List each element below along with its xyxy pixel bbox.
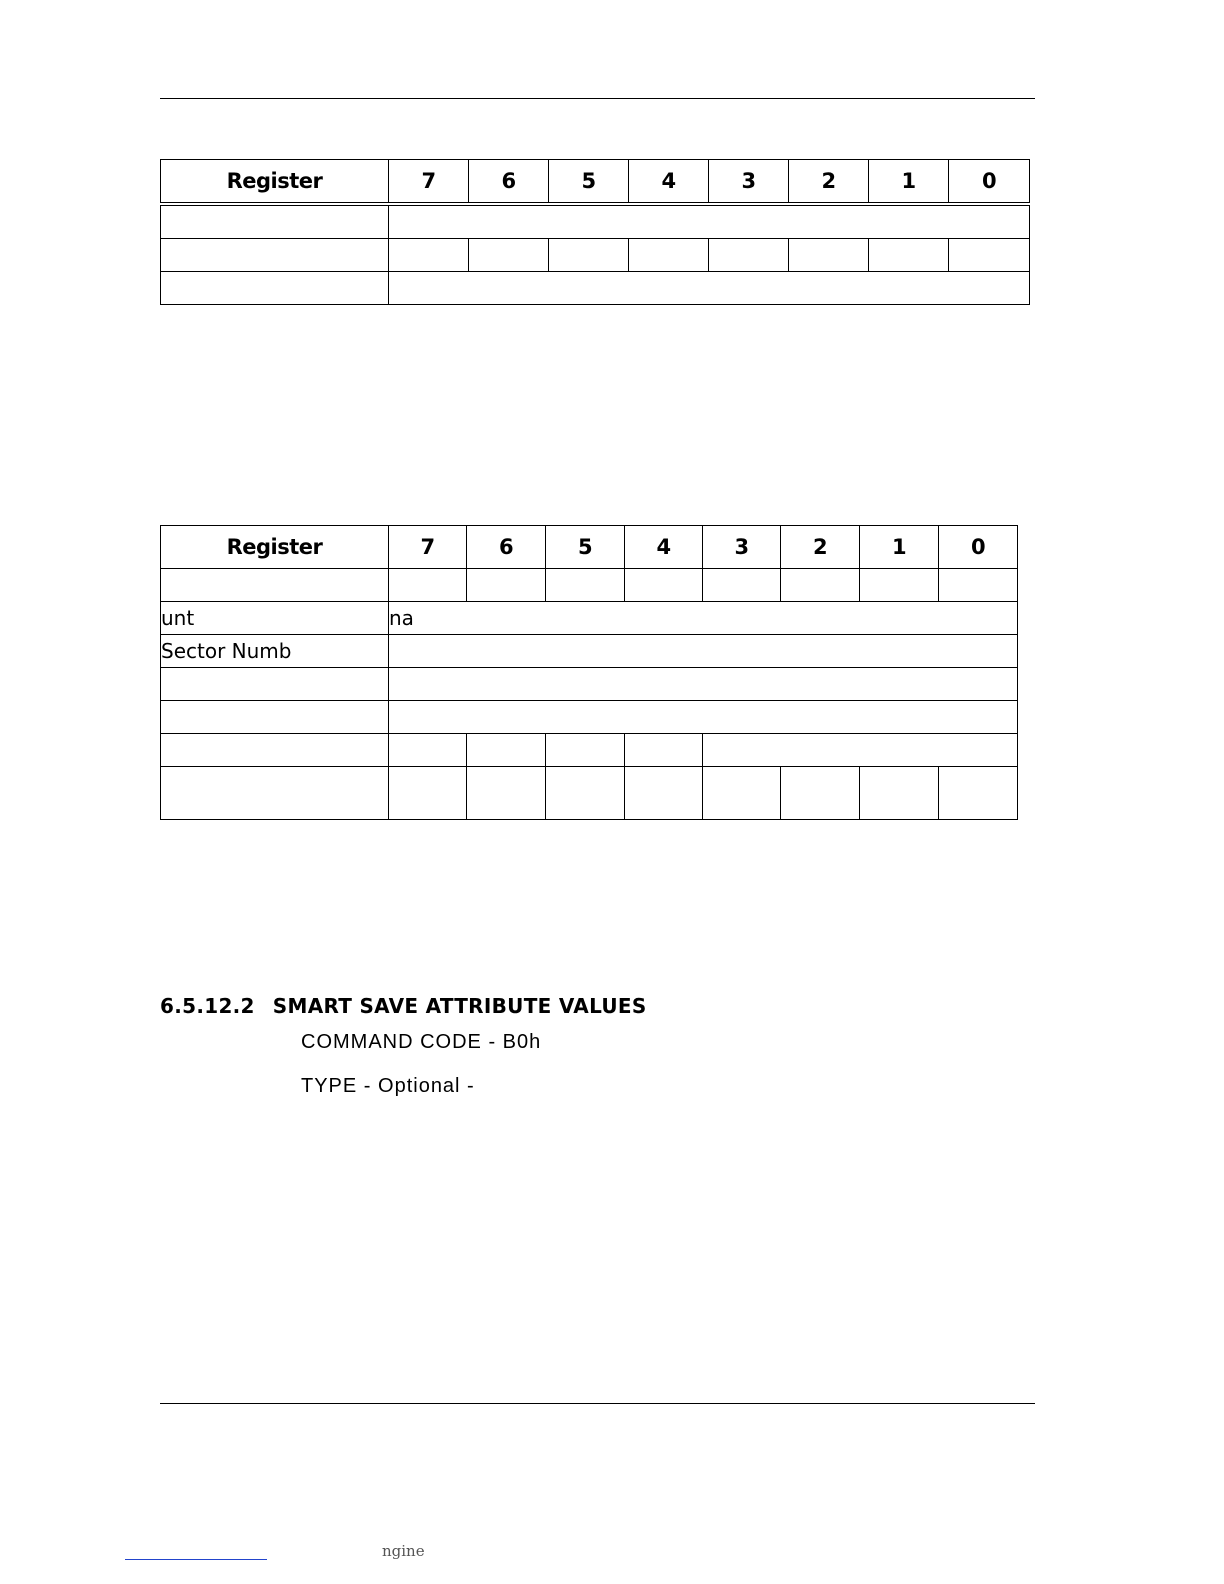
header-bit-0: 0 bbox=[939, 526, 1018, 569]
register-cell bbox=[161, 668, 389, 701]
bit-cell bbox=[389, 569, 467, 602]
bit-cell bbox=[789, 239, 869, 272]
bit-cell bbox=[546, 767, 625, 820]
footer-text: ngine bbox=[382, 1542, 425, 1560]
header-register: Register bbox=[161, 526, 389, 569]
type-text: TYPE - Optional - bbox=[301, 1075, 475, 1097]
bit-cell bbox=[781, 569, 860, 602]
value-cell bbox=[389, 204, 1030, 239]
bit-cell bbox=[389, 767, 467, 820]
header-bit-5: 5 bbox=[546, 526, 625, 569]
bit-cell bbox=[467, 767, 546, 820]
bit-cell bbox=[939, 767, 1018, 820]
register-cell bbox=[161, 734, 389, 767]
bit-cell bbox=[949, 239, 1030, 272]
header-bit-2: 2 bbox=[789, 160, 869, 205]
header-bit-3: 3 bbox=[709, 160, 789, 205]
bit-cell bbox=[939, 569, 1018, 602]
section-title: SMART SAVE ATTRIBUTE VALUES bbox=[272, 994, 647, 1018]
table-header-row bbox=[161, 160, 1030, 205]
bit-cell bbox=[709, 239, 789, 272]
value-cell bbox=[389, 635, 1018, 668]
table-row bbox=[161, 767, 1018, 820]
value-cell: na bbox=[389, 602, 1018, 635]
bit-cell bbox=[869, 239, 949, 272]
register-cell: unt bbox=[161, 602, 389, 635]
table-row bbox=[161, 734, 1018, 767]
register-table-1 bbox=[160, 159, 1030, 305]
table-header-row bbox=[161, 526, 1018, 569]
header-bit-6: 6 bbox=[469, 160, 549, 205]
bit-cell bbox=[860, 569, 939, 602]
bit-cell bbox=[389, 239, 469, 272]
table-row bbox=[161, 569, 1018, 602]
value-cell bbox=[389, 668, 1018, 701]
header-bit-4: 4 bbox=[625, 526, 703, 569]
value-cell bbox=[389, 701, 1018, 734]
header-register: Register bbox=[161, 160, 389, 205]
header-bit-7: 7 bbox=[389, 160, 469, 205]
bit-cell bbox=[549, 239, 629, 272]
bit-cell bbox=[860, 767, 939, 820]
header-bit-2: 2 bbox=[781, 526, 860, 569]
header-bit-7: 7 bbox=[389, 526, 467, 569]
bit-cell bbox=[625, 734, 703, 767]
register-cell bbox=[161, 239, 389, 272]
bit-cell bbox=[703, 569, 781, 602]
header-bit-1: 1 bbox=[860, 526, 939, 569]
bit-cell bbox=[467, 569, 546, 602]
register-table-2 bbox=[160, 525, 1018, 820]
bit-cell bbox=[703, 767, 781, 820]
bit-cell bbox=[389, 734, 467, 767]
register-cell bbox=[161, 767, 389, 820]
bit-cell bbox=[781, 767, 860, 820]
register-cell bbox=[161, 272, 389, 305]
header-bit-5: 5 bbox=[549, 160, 629, 205]
footer-link[interactable] bbox=[125, 1559, 267, 1560]
top-rule bbox=[160, 98, 1035, 99]
register-cell: Sector Numb bbox=[161, 635, 389, 668]
section-number: 6.5.12.2 bbox=[160, 994, 255, 1018]
command-code-text: COMMAND CODE - B0h bbox=[301, 1031, 542, 1053]
bit-cell bbox=[625, 767, 703, 820]
bit-cell bbox=[546, 569, 625, 602]
bit-cell bbox=[629, 239, 709, 272]
bottom-rule bbox=[160, 1403, 1035, 1404]
header-bit-1: 1 bbox=[869, 160, 949, 205]
bit-cell bbox=[546, 734, 625, 767]
table-row bbox=[161, 239, 1030, 272]
register-cell bbox=[161, 204, 389, 239]
header-bit-0: 0 bbox=[949, 160, 1030, 205]
value-cell bbox=[389, 272, 1030, 305]
header-bit-4: 4 bbox=[629, 160, 709, 205]
table-row bbox=[161, 701, 1018, 734]
register-cell bbox=[161, 569, 389, 602]
value-cell bbox=[703, 734, 1018, 767]
register-cell bbox=[161, 701, 389, 734]
header-bit-6: 6 bbox=[467, 526, 546, 569]
bit-cell bbox=[625, 569, 703, 602]
bit-cell bbox=[469, 239, 549, 272]
table-row bbox=[161, 272, 1030, 305]
table-row bbox=[161, 635, 1018, 668]
header-bit-3: 3 bbox=[703, 526, 781, 569]
section-heading bbox=[160, 994, 647, 1018]
table-row bbox=[161, 668, 1018, 701]
bit-cell bbox=[467, 734, 546, 767]
table-row bbox=[161, 602, 1018, 635]
table-row bbox=[161, 204, 1030, 239]
